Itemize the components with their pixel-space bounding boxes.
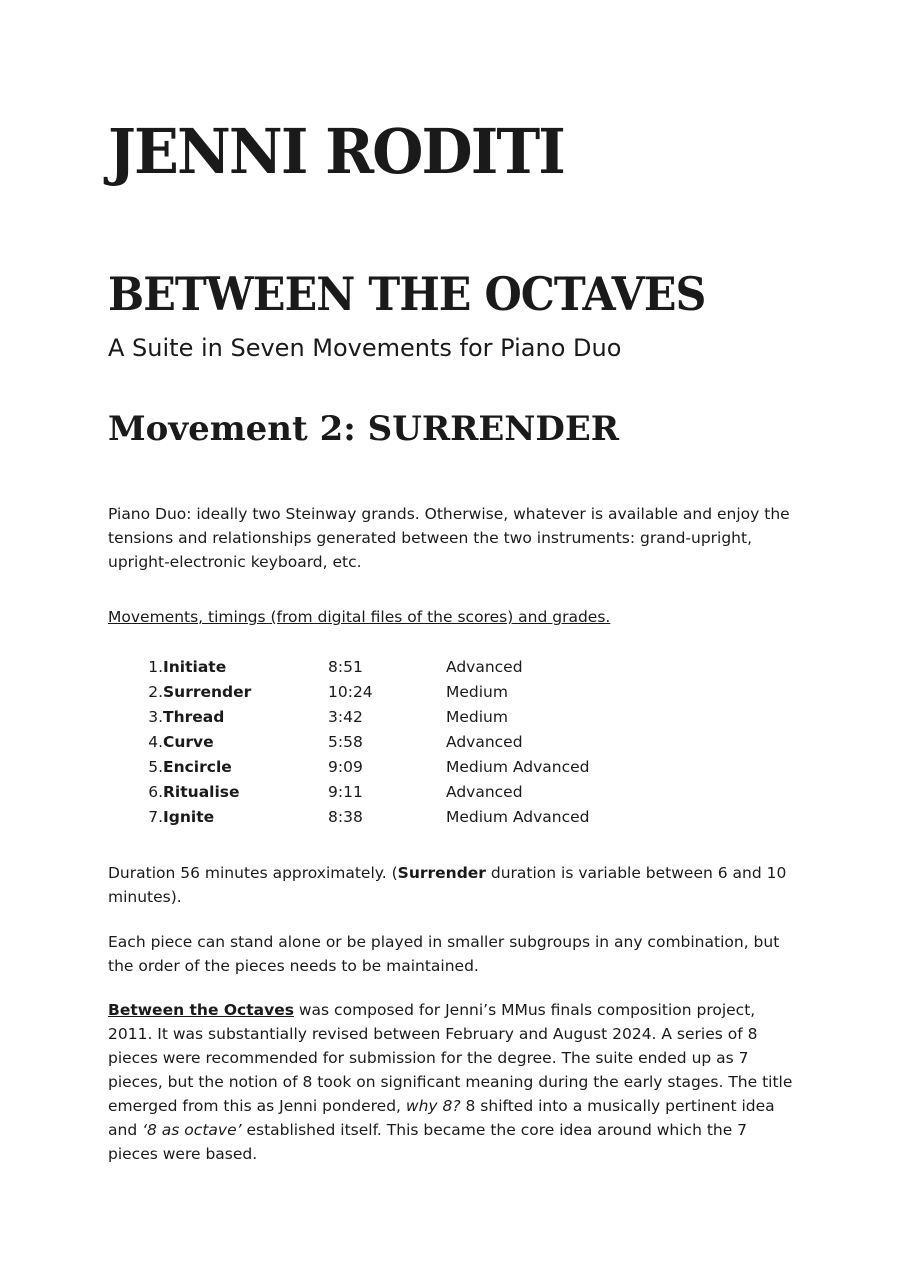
movement-time: 5:58 (328, 733, 363, 752)
movement-heading (108, 404, 619, 454)
list-item (108, 680, 668, 705)
movement-number: 3. (148, 708, 163, 727)
movement-time: 8:38 (328, 807, 363, 826)
about-paragraph (108, 998, 798, 1166)
movement-name: Curve (163, 733, 214, 752)
duration-movement-name: Surrender (397, 864, 486, 882)
movement-time: 8:51 (328, 658, 363, 677)
movement-heading-name: SURRENDER (367, 409, 619, 449)
movement-number: 6. (148, 782, 163, 801)
intro-paragraph: Piano Duo: ideally two Steinway grands. Otherwise, whatever is available and enjoy the tensions and relationships generated between the two instruments: grand-upright, upright-electronic keyboard, etc. (108, 505, 790, 571)
movement-name: Ignite (163, 807, 215, 826)
movement-time: 3:42 (328, 708, 363, 727)
movement-name: Surrender (163, 683, 252, 702)
movement-heading-prefix: Movement 2: (108, 409, 368, 449)
movement-number: 2. (148, 683, 163, 702)
movements-list (108, 655, 668, 829)
duration-paragraph (108, 861, 798, 909)
movements-heading: Movements, timings (from digital files of the scores) and grades. (108, 608, 611, 626)
movement-grade: Medium (446, 708, 508, 727)
movement-time: 10:24 (328, 683, 373, 702)
movement-number: 4. (148, 733, 163, 752)
work-title: BETWEEN THE OCTAVES (108, 267, 706, 321)
about-text-part3: established itself. This became the core idea around which the 7 pieces were based. (108, 1121, 748, 1163)
about-text-part2: 8 shifted into a musically pertinent idea and (108, 1097, 775, 1139)
movement-grade: Advanced (446, 733, 523, 752)
movement-grade: Medium Advanced (446, 807, 590, 826)
movement-grade: Advanced (446, 658, 523, 677)
movement-name: Ritualise (163, 782, 240, 801)
about-work-title: Between the Octaves (108, 1001, 294, 1019)
list-item (108, 755, 668, 780)
standalone-paragraph: Each piece can stand alone or be played in smaller subgroups in any combination, but the order of the pieces needs to be maintained. (108, 933, 780, 975)
about-why8: why 8? (405, 1097, 461, 1115)
about-text-part1: was composed for Jenni’s MMus finals composition project, 2011. It was substantially revised between February and August 2024. A series of 8 pieces were recommended for submission for the degree. The suite ended up as 7 pieces, but the notion of 8 took on significant meaning during the early stages. The title emerged from this as Jenni pondered, (108, 1001, 793, 1115)
movement-name: Thread (163, 708, 225, 727)
movement-number: 1. (148, 658, 163, 677)
movement-name: Encircle (163, 758, 232, 776)
movement-grade: Medium (446, 683, 508, 702)
about-octave: ‘8 as octave’ (142, 1121, 242, 1139)
list-item (108, 655, 668, 680)
list-item (108, 779, 668, 804)
list-item (108, 705, 668, 730)
duration-text-before: Duration 56 minutes approximately. ( (108, 864, 398, 882)
duration-text-after: duration is variable between 6 and 10 minutes). (108, 864, 787, 906)
movement-grade: Advanced (446, 782, 523, 801)
movement-time: 9:09 (328, 758, 363, 776)
movement-name: Initiate (163, 658, 227, 677)
composer-name: JENNI RODITI (108, 115, 564, 188)
movement-grade: Medium Advanced (446, 758, 590, 776)
work-subtitle: A Suite in Seven Movements for Piano Duo (108, 334, 622, 362)
movement-time: 9:11 (328, 782, 363, 801)
movement-number: 7. (148, 807, 163, 826)
movement-number: 5. (148, 758, 163, 776)
list-item (108, 804, 668, 829)
list-item (108, 730, 668, 755)
